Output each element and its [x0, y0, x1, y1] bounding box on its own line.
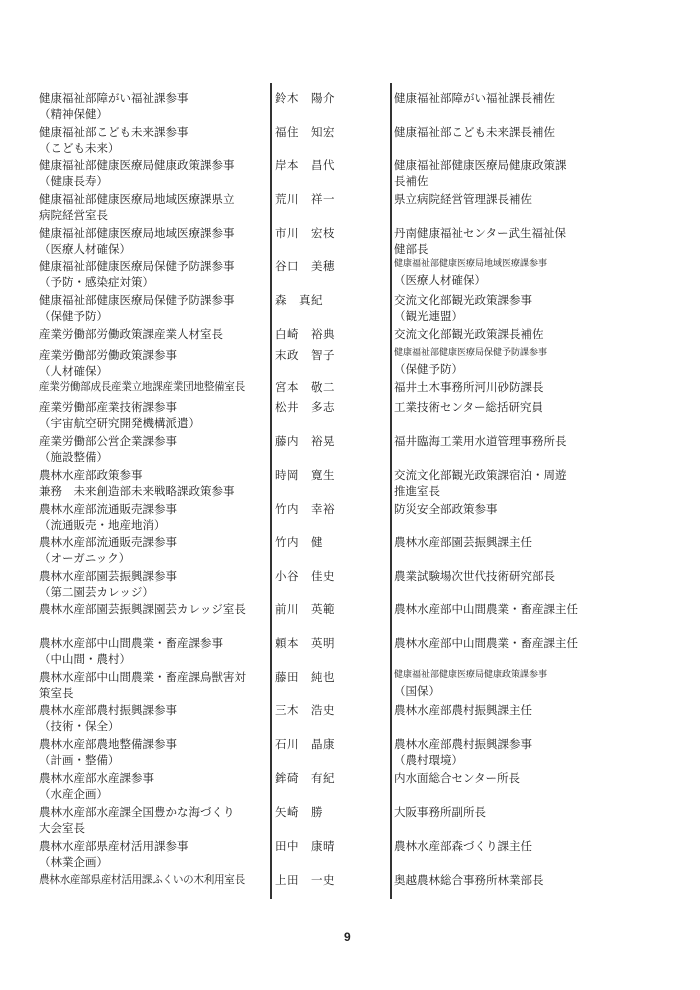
previous-position [39, 433, 177, 465]
new-position [394, 326, 544, 342]
previous-position-line: 農林水産部水産課参事 [39, 771, 154, 785]
previous-position [39, 379, 245, 395]
previous-position-line: （精神保健） [39, 107, 108, 121]
new-position-line: 福井臨海工業用水道管理事務所長 [394, 434, 567, 448]
previous-position [39, 347, 177, 379]
person-name: 前川 英範 [275, 602, 335, 616]
new-position-line: 長補佐 [394, 174, 429, 188]
previous-position-line: 農林水産部中山間農業・畜産課鳥獣害対 [39, 670, 246, 684]
previous-position-line: （技術・保全） [39, 719, 120, 733]
new-position-line: （観光連盟） [394, 309, 463, 323]
previous-position [39, 702, 177, 734]
previous-position-line: （予防・感染症対策） [39, 275, 154, 289]
previous-position-line: 農林水産部県産材活用課ふくいの木利用室長 [39, 874, 245, 886]
previous-position [39, 191, 235, 223]
previous-position-line: 健康福祉部健康医療局健康政策課参事 [39, 158, 235, 172]
person-name: 鉾碕 有紀 [275, 771, 335, 785]
column-divider-left [270, 83, 272, 899]
new-position-line: 健康福祉部障がい福祉課長補佐 [394, 91, 555, 105]
previous-position-line: 農林水産部園芸振興課参事 [39, 569, 177, 583]
previous-position-line: 策室長 [39, 686, 74, 700]
previous-position-line: 健康福祉部健康医療局保健予防課参事 [39, 293, 235, 307]
new-position-line: 工業技術センター総括研究員 [394, 400, 544, 414]
person-name: 森 真紀 [275, 293, 323, 307]
previous-position-line: 産業労働部産業技術課参事 [39, 400, 177, 414]
person-name: 時岡 寛生 [275, 468, 335, 482]
person-name: 矢崎 勝 [275, 805, 323, 819]
previous-position-line: （中山間・農村） [39, 652, 131, 666]
person-name: 藤田 純也 [275, 670, 335, 684]
person-name: 三木 浩史 [275, 703, 335, 717]
previous-position-line: （宇宙航空研究開発機構派遣） [39, 416, 200, 430]
new-position [394, 347, 547, 377]
new-position-line: 推進室長 [394, 484, 440, 498]
previous-position-line: （こども未来） [39, 141, 120, 155]
new-position-line: 健康福祉部健康医療局地域医療課参事 [394, 259, 548, 269]
previous-position-line: （人材確保） [39, 364, 108, 378]
new-position-line: 農林水産部農村振興課主任 [394, 703, 532, 717]
previous-position-line: 兼務 未来創造部未来戦略課政策参事 [39, 484, 235, 498]
previous-position [39, 568, 177, 600]
new-position-line: 健康福祉部健康医療局健康政策課参事 [394, 670, 548, 680]
person-name: 白崎 裕典 [275, 327, 335, 341]
new-position [394, 225, 566, 257]
previous-position-line: 農林水産部流通販売課参事 [39, 535, 177, 549]
person-name: 宮本 敬二 [275, 380, 335, 394]
previous-position [39, 635, 223, 667]
previous-position-line: （流通販売・地産地消） [39, 518, 166, 532]
previous-position-line: 大会室長 [39, 821, 85, 835]
page-number: 9 [344, 930, 351, 944]
new-position [394, 467, 567, 499]
previous-position-line: （オーガニック） [39, 551, 131, 565]
person-name: 石川 晶康 [275, 737, 335, 751]
previous-position [39, 258, 235, 290]
new-position [394, 124, 555, 140]
new-position-line: 農林水産部中山間農業・畜産課主任 [394, 602, 578, 616]
previous-position-line: （医療人材確保） [39, 242, 131, 256]
new-position-line: 交流文化部観光政策課長補佐 [394, 327, 544, 341]
previous-position-line: （施設整備） [39, 450, 108, 464]
new-position-line: （医療人材確保） [394, 273, 486, 287]
new-position [394, 770, 520, 786]
previous-position-line: 健康福祉部健康医療局保健予防課参事 [39, 259, 235, 273]
new-position [394, 804, 486, 820]
previous-position-line: 農林水産部流通販売課参事 [39, 502, 177, 516]
new-position [394, 534, 532, 550]
new-position-line: （国保） [394, 684, 440, 698]
previous-position-line: （第二園芸カレッジ） [39, 585, 154, 599]
new-position-line: 健康福祉部健康医療局保健予防課参事 [394, 348, 548, 358]
previous-position [39, 736, 177, 768]
new-position-line: 農業試験場次世代技術研究部長 [394, 569, 555, 583]
new-position-line: 内水面総合センター所長 [394, 771, 521, 785]
new-position [394, 90, 555, 106]
previous-position-line: 健康福祉部こども未来課参事 [39, 125, 189, 139]
new-position-line: 農林水産部園芸振興課主任 [394, 535, 532, 549]
previous-position [39, 501, 177, 533]
person-name: 福住 知宏 [275, 125, 335, 139]
previous-position-line: 農林水産部農村振興課参事 [39, 703, 177, 717]
new-position [394, 191, 532, 207]
previous-position-line: （林業企画） [39, 855, 108, 869]
new-position-line: 交流文化部観光政策課宿泊・周遊 [394, 468, 567, 482]
previous-position-line: 産業労働部労働政策課参事 [39, 348, 177, 362]
person-name: 松井 多志 [275, 400, 335, 414]
new-position-line: 農林水産部中山間農業・畜産課主任 [394, 636, 578, 650]
previous-position [39, 399, 200, 431]
previous-position [39, 124, 189, 156]
new-position [394, 501, 498, 517]
new-position [394, 433, 567, 449]
previous-position-line: 健康福祉部健康医療局地域医療課参事 [39, 226, 235, 240]
previous-position [39, 669, 246, 701]
previous-position [39, 872, 245, 888]
previous-position-line: 産業労働部成長産業立地課産業団地整備室長 [39, 381, 245, 393]
previous-position-line: 農林水産部園芸振興課園芸カレッジ室長 [39, 602, 246, 616]
new-position-line: 健部長 [394, 242, 429, 256]
new-position [394, 601, 578, 617]
previous-position-line: 病院経営室長 [39, 208, 108, 222]
previous-position-line: 健康福祉部障がい福祉課参事 [39, 91, 189, 105]
previous-position-line: 農林水産部水産課全国豊かな海づくり [39, 805, 235, 819]
previous-position [39, 90, 189, 122]
new-position-line: 福井土木事務所河川砂防課長 [394, 380, 544, 394]
previous-position-line: （健康長寿） [39, 174, 108, 188]
new-position-line: 県立病院経営管理課長補佐 [394, 192, 532, 206]
new-position [394, 568, 555, 584]
previous-position [39, 804, 235, 836]
person-name: 鈴木 陽介 [275, 91, 335, 105]
previous-position [39, 326, 223, 342]
previous-position [39, 292, 235, 324]
new-position-line: 健康福祉部健康医療局健康政策課 [394, 158, 567, 172]
person-name: 小谷 佳史 [275, 569, 335, 583]
previous-position [39, 467, 235, 499]
new-position-line: 丹南健康福祉センター武生福祉保 [394, 226, 567, 240]
new-position [394, 379, 544, 395]
previous-position-line: （保健予防） [39, 309, 108, 323]
new-position-line: 農林水産部農村振興課参事 [394, 737, 532, 751]
new-position-line: （保健予防） [394, 362, 463, 376]
new-position-line: 奥越農林総合事務所林業部長 [394, 873, 544, 887]
new-position-line: 防災安全部政策参事 [394, 502, 498, 516]
column-divider-right [390, 83, 392, 899]
person-name: 末政 智子 [275, 348, 335, 362]
previous-position-line: 農林水産部中山間農業・畜産課参事 [39, 636, 223, 650]
previous-position-line: 産業労働部労働政策課産業人材室長 [39, 327, 223, 341]
new-position [394, 292, 532, 324]
person-name: 藤内 裕晃 [275, 434, 335, 448]
previous-position-line: 健康福祉部健康医療局地域医療課県立 [39, 192, 235, 206]
previous-position-line: （計画・整備） [39, 753, 120, 767]
previous-position-line: 産業労働部公営企業課参事 [39, 434, 177, 448]
previous-position [39, 601, 246, 617]
previous-position-line: 農林水産部政策参事 [39, 468, 143, 482]
new-position [394, 399, 543, 415]
person-name: 竹内 幸裕 [275, 502, 335, 516]
new-position [394, 258, 547, 288]
previous-position-line: 農林水産部農地整備課参事 [39, 737, 177, 751]
new-position [394, 872, 544, 888]
person-name: 竹内 健 [275, 535, 323, 549]
new-position-line: 大阪事務所副所長 [394, 805, 486, 819]
new-position [394, 669, 547, 699]
person-name: 田中 康晴 [275, 839, 335, 853]
new-position-line: 農林水産部森づくり課主任 [394, 839, 532, 853]
new-position [394, 635, 578, 651]
person-name: 岸本 昌代 [275, 158, 335, 172]
person-name: 市川 宏枝 [275, 226, 335, 240]
new-position-line: 交流文化部観光政策課参事 [394, 293, 532, 307]
previous-position-line: 農林水産部県産材活用課参事 [39, 839, 189, 853]
previous-position-line: （水産企画） [39, 787, 108, 801]
previous-position [39, 770, 154, 802]
new-position-line: （農村環境） [394, 753, 463, 767]
person-name: 上田 一史 [275, 873, 335, 887]
new-position [394, 157, 567, 189]
new-position [394, 702, 532, 718]
previous-position [39, 157, 235, 189]
new-position [394, 838, 532, 854]
person-name: 荒川 祥一 [275, 192, 335, 206]
person-name: 谷口 美穂 [275, 259, 335, 273]
person-name: 頼本 英明 [275, 636, 335, 650]
new-position-line: 健康福祉部こども未来課長補佐 [394, 125, 555, 139]
previous-position [39, 225, 235, 257]
previous-position [39, 838, 189, 870]
previous-position [39, 534, 177, 566]
new-position [394, 736, 532, 768]
